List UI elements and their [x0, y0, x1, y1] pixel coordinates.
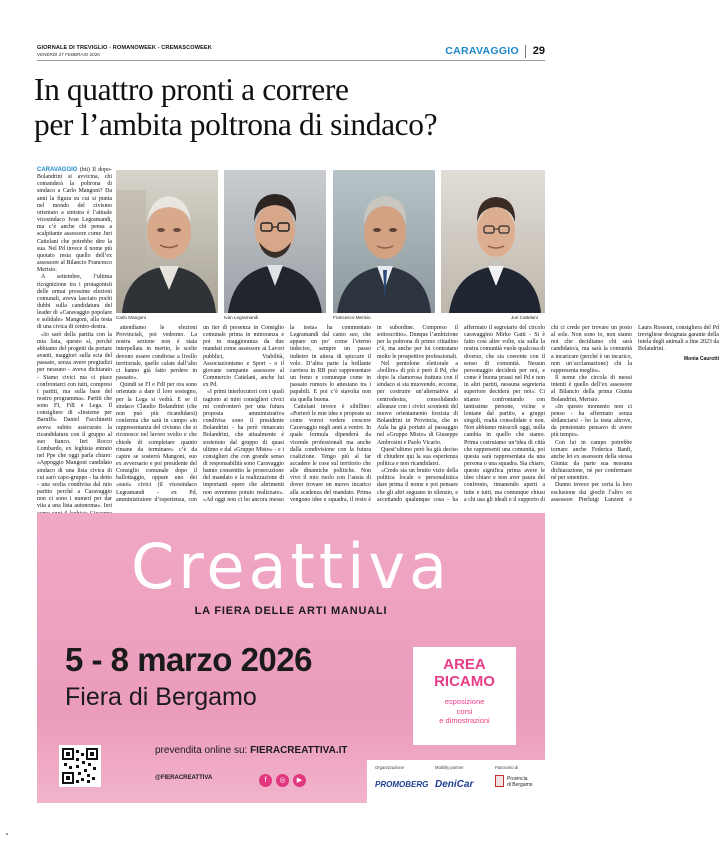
headline-line-1: In quattro pronti a correre: [34, 72, 349, 107]
page-dot: [6, 833, 8, 835]
mobility-partner-label: Mobility partner: [435, 765, 464, 770]
ad-tagline: LA FIERA DELLE ARTI MANUALI: [194, 605, 388, 617]
page-number: 29: [532, 45, 545, 57]
kicker-tag: (bti): [79, 167, 90, 173]
creattiva-advertisement[interactable]: [37, 513, 545, 803]
lead-paragraph-1: [37, 167, 112, 274]
sponsor-strip: [367, 760, 545, 803]
portrait-image: [441, 170, 545, 313]
masthead: [37, 45, 545, 67]
body-paragraph: Quest’ultimo però ha già deciso di chiudere qui la sua esperienza politica e non ricandidarsi.: [377, 446, 458, 467]
body-paragraph: Nel pentolone elettorale a «bollire» di più è però il Pd, che dopo la clamorosa frattura con il sindaco si sta muovendo, eccome, per costruire un’alternativa al centrodestra, consolidando alleanze con i civici scontenti del nuovo orientamento forzista di Bolandrini in Provincia, che in Aula ha già portato al passaggio nel «Gruppo Misto» di Giuseppe Ambrosini e Paolo Vicario.: [377, 360, 458, 446]
denicar-logo: DeniCar: [435, 779, 474, 790]
masthead-left: [37, 45, 212, 57]
qr-code[interactable]: [59, 745, 101, 787]
organizer-label: Organizzazione: [375, 765, 405, 770]
newspaper-names: GIORNALE DI TREVIGLIO - ROMANOWEEK - CREMASCOWEEK: [37, 45, 212, 51]
lead-text-1: Il dopo-Bolandrini si avvicina, chi comanderà la poltrona di sindaco a Carlo Mangoni? Da anni la figura su cui si punta nel mondo del civismo orientato a sinistra è l’attuale vicesindaco Ivan Legramandi, ma c’è anche chi pensa a scalpitante assessore come Juri Cattelani che potrebbe dire la sua. Nel Pd invece il nome più quotato resta quello dell’ex assessore al Bilancio Francesco Merisio.: [37, 167, 112, 274]
box-title-1: AREA: [443, 656, 486, 673]
photo-francesco-merisio: [333, 170, 435, 313]
portrait-image: [224, 170, 326, 313]
body-paragraph: Con lui in campo potrebbe tornare anche Federica Banfi, anche lei ex assessore della stessa Giunta: da parte sua nessuna dichiarazione, né per confermare né per smentire.: [551, 439, 632, 482]
body-paragraph: «I primi interlocutori con i quali ragiono ai miei consiglieri civici mi confronterò per una futura proposta amministrativa condivisa sono il presidente Bolandrini - ha però rimarcato Bolandrini, che attualmente è sostenuto dal gruppo di quasi ultimo e dal «Gruppo Misto» - e i consiglieri che con grande senso di responsabilità sono Caravaggio hanno consentito la prosecuzione del mandato e la realizzazione di importanti opere che altrimenti non avremmo potuto realizzare». «Ad oggi non ci ho ancora messo la testa» ha commentato Legramandi dal canto suo, che appare un po’ come l’eterno indeciso, sempre un passo indietro in attesa di spiccare il volo. D’altra parte la brillante carriera in RB può rappresentare un freno e comunque come in passato rumors lo attestano tra i papabili. E poi c’è stavolta non sia quella buona.: [203, 325, 371, 503]
portrait-image: [116, 170, 218, 313]
kicker: CARAVAGGIO: [37, 167, 78, 173]
box-title-2: RICAMO: [434, 673, 495, 690]
article-body: [116, 325, 719, 511]
creattiva-logo: Creattiva: [130, 530, 452, 603]
photo-caption-1: Carlo Mangoni: [116, 315, 146, 320]
presale-url[interactable]: FIERACREATTIVA.IT: [250, 745, 348, 756]
presale-prefix: prevendita online su:: [155, 745, 251, 756]
box-details: [413, 697, 516, 726]
photo-juri-cattelani: [441, 170, 545, 313]
photo-caption-2: Ivan Legramandi: [224, 315, 259, 320]
body-paragraph: Cattelani invece è sibillino: «Porterò le mie idee e proposte su come vorrei vedere crescere Caravaggio negli anni a venire. In quale formula dipenderà da vicende professionali ma anche dalla condivisione con la futura coalizione. Tengo più al far accadere le cose sul territorio che alle dinamiche politiche. Non vivo il mio ruolo con l’ansia di dover trovare un nuovo incarico alla scadenza del mandato. Prima vengono idee e squadra, il resto è in subordine. Compreso il sottoscritto». Dunque l’ambizione per la poltrona di primo cittadino c’è, ma anche per lui contratano molto le prospettive professionali.: [290, 325, 458, 503]
event-venue: Fiera di Bergamo: [65, 683, 257, 711]
body-paragraph: Il nome che circola di messi intenti è quello dell’ex assessore al Bilancio della prima Giunta Bolandrini, Merisio.: [551, 375, 632, 403]
headline: [34, 72, 549, 142]
headline-line-2: per l’ambita poltrona di sindaco?: [34, 107, 438, 142]
patronage-label: Patrocinio di: [495, 765, 519, 770]
photo-caption-4: Juri Cattelani: [511, 315, 538, 320]
section-name: CARAVAGGIO: [445, 45, 519, 57]
instagram-icon[interactable]: ◎: [276, 774, 289, 787]
portrait-image: [333, 170, 435, 313]
qr-code-icon: [62, 748, 98, 784]
lead-paragraph-3: «Io sarò della partita con la mia lista, questo sì, perché abbiamo del progetti da portare avanti, maggiori sulla scia del passato, senza avere pregiudizi per nessuno - aveva dichiarato - Siamo civici ma ci piace confrontarci con tutti, compresi i partiti, ma sulla base del nostro programma». Partiti che sono FI, FdI e Lega. Il consigliere di «Insieme per Baruffi» Daniel Facchinetti aveva subito assicurato la ricandidatura con il gruppo al suo fianco. Ieri Rocco Lombardo, ex leghista entrato nel Ppe che oggi parla chiaro: «Appoggio Mangoni candidato sindaco di una lista civica di cui sarò capo-gruppo - ha detto - una scelta condivisa dal mio partito perché a Caravaggio non ci sono i numeri per dar vita a una lista autonoma». Ieri: [37, 331, 112, 510]
area-ricamo-box: [413, 647, 516, 745]
photo-caption-3: Francesco Merisio: [333, 315, 371, 320]
social-handle: @FIERACREATTIVA: [155, 775, 213, 781]
promoberg-logo: PROMOBERG: [375, 780, 429, 789]
author-byline: Monia Caurotti: [684, 355, 719, 362]
photo-carlo-mangoni: [116, 170, 218, 313]
masthead-separator: [525, 45, 526, 58]
box-detail-2: corsi: [456, 706, 473, 716]
lead-paragraph-2: A settembre, l’ultima ricognizione tra i protagonisti delle ormai prossime elezioni comunali, aveva lasciato pochi dubbi sulla candidatura del leader di «Caravaggio popolare e solidale» Mangoni, alla testa di una civica di centro-destra.: [37, 274, 112, 331]
province-name-line-1: Provincia: [507, 776, 528, 782]
body-paragraph: attendiamo le elezioni Provinciali, poi vedremo. La nostra sezione non è stata interpellata in merito, le scelte devono essere condivise a livello territoriale, quelle calate dall’alto ci hanno già fatto perdere in passato».: [116, 325, 197, 382]
event-dates: 5 - 8 marzo 2026: [65, 641, 312, 678]
lead-column: [37, 167, 112, 561]
photo-ivan-legramandi: [224, 170, 326, 313]
province-name-line-2: di Bergamo: [507, 782, 533, 788]
masthead-rule: [37, 60, 545, 61]
issue-date: VENERDÌ 27 FEBBRAIO 2026: [37, 52, 100, 57]
body-paragraph: «In questo momento non ci penso - ha affermato senza sbilanciarsi - ho la testa altrove, da pensionato pensavo di avere più tempo».: [551, 403, 632, 439]
province-crest-icon: [495, 775, 504, 787]
presale-line: [155, 745, 347, 756]
youtube-icon[interactable]: ▶: [293, 774, 306, 787]
social-icons: [259, 769, 310, 787]
facebook-icon[interactable]: f: [259, 774, 272, 787]
box-detail-3: e dimostrazioni: [439, 716, 490, 725]
province-name: [507, 776, 533, 788]
candidate-photos: [116, 170, 545, 322]
box-detail-1: esposizione: [444, 697, 485, 706]
body-paragraph: Dunno invece per certa la loro esclusione dai giochi l’altro ex assessore Pierluigi Lanzeni e Laura Rossoni, consigliera del Pd trevigliese designata garante della tutela degli animali a fine 2023 da Bolandrini.: [551, 325, 719, 503]
body-paragraph: «Credo sia un brutto vizio della politica locale e personalistica dare prima il nome e poi pensare che gli altri seguano in silenzio, e accettando qualunque cosa - ha affermato il segretario del circolo caravaggino Mirko Gatti - Si è fatto così altre volte, sia sulla la nostra comunità vuole qualcosa di diverso, che sia coerente con il senso di comunità. Nessun personaggio deciderà per noi, e come è buona prassi nel Pd e non in altri partiti, nessuna segreteria superiore deciderà per noi». Ci stiamo confrontando con tantissime persone, vicine e lontane dal partito, a gruppi singoli, realtà consolidate e non. Non abbiamo miracoli oggi, nulla cambia in quello che siamo. Prima costruiamo un’idea di città che rappresenti una comunità, poi questa sarà rappresentata da una persona o una squadra. Sia chiaro, questo significa prima avere le idee chiare e non aver paura del confronto, rimanendo aperti a tutte e tutti, ma comunque chiusi a chi usa gli ideali e il supporto di chi ci crede per trovare un posto al sole. Non sono io, non siamo noi che decidiamo chi sarà candidato/a, ma sarà la comunità a incaricare (perché è un incarico, non un’acclamazione) chi la rappresenta meglio».: [377, 325, 632, 503]
body-paragraph: Quindi se FI e FdI per ora sono orientate a dare il loro sostegno, per la Lega si vedrà. E se il sindaco Claudio Bolandrini (che non può più ricandidarsi) conferma che sarà in campo «in rappresentanza del civismo che si riconosce nel lavoro svolto e che chiede di completare quanto rimane da terminare» c’è da capire se sosterrà Mangoni, suo ex avversario e poi presidente del Consiglio comunale dopo il ballottaggio, oppure uno dei «suoi» civici (il vicesindaco Legramandi - ex Pd, amministratore d’esperienza, con un iter di presenza in Consiglio comunale prima in minoranza e poi in maggioranza da due mandati come assessore ai Lavori pubblici, Viabilità, Associazionismo e Sport - o il giovane rampante assessore al Commercio Cattelani, anche lui ex Pd.: [116, 325, 284, 503]
